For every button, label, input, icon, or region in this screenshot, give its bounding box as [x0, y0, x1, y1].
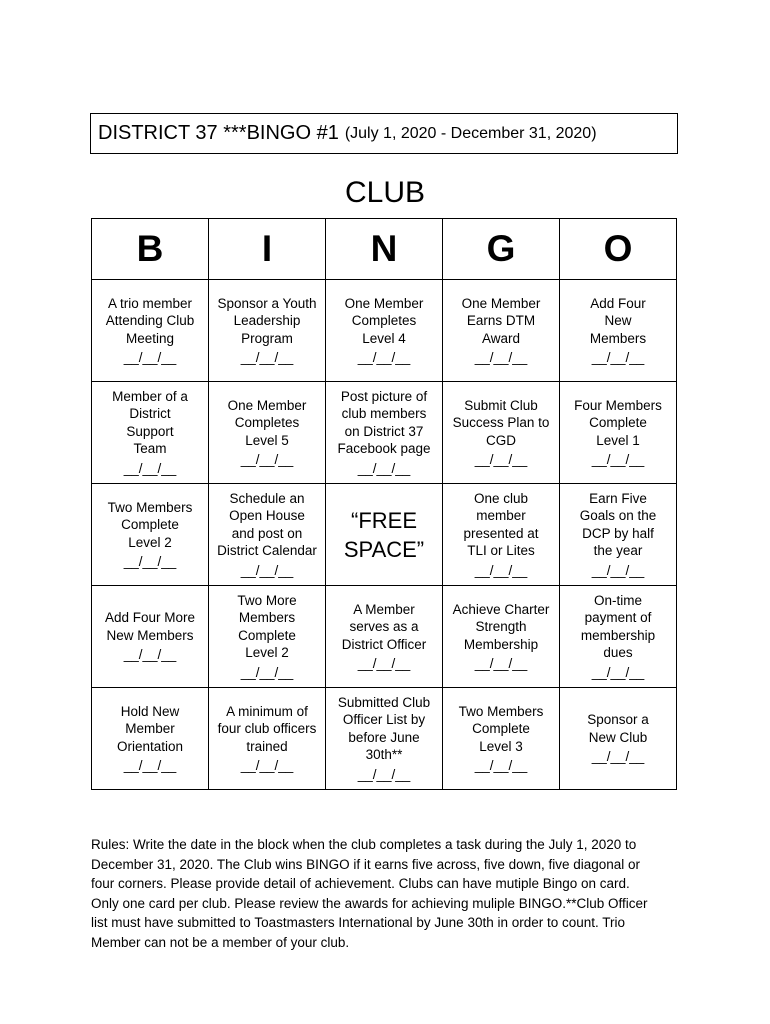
document-title-box — [90, 113, 678, 154]
bingo-cell-o2[interactable] — [560, 382, 677, 484]
task-description: Add Four More New Members — [104, 610, 196, 643]
bingo-cell-i5[interactable] — [209, 688, 326, 790]
bingo-cell-o1[interactable] — [560, 280, 677, 382]
bingo-cell-b2[interactable] — [92, 382, 209, 484]
bingo-cell-i1[interactable] — [209, 280, 326, 382]
task-description: A Member serves as a District Officer — [341, 601, 427, 652]
bingo-cell-i4[interactable] — [209, 586, 326, 688]
task-description: Hold New Member Orientation — [116, 703, 184, 754]
bingo-cell-o4[interactable] — [560, 586, 677, 688]
date-blank[interactable]: __/__/__ — [240, 758, 294, 773]
task-description: One Member Earns DTM Award — [461, 295, 541, 346]
bingo-cell-n1[interactable] — [326, 280, 443, 382]
date-blank[interactable]: __/__/__ — [474, 656, 528, 671]
document-date-range: (July 1, 2020 - December 31, 2020) — [344, 124, 597, 142]
task-description: On-time payment of membership dues — [580, 592, 656, 661]
bingo-cell-g3[interactable] — [443, 484, 560, 586]
bingo-cell-n5[interactable] — [326, 688, 443, 790]
bingo-cell-n4[interactable] — [326, 586, 443, 688]
bingo-cell-b5[interactable] — [92, 688, 209, 790]
bingo-cell-b3[interactable] — [92, 484, 209, 586]
date-blank[interactable]: __/__/__ — [357, 656, 411, 671]
bingo-cell-g5[interactable] — [443, 688, 560, 790]
date-blank[interactable]: __/__/__ — [357, 766, 411, 782]
bingo-cell-o3[interactable] — [560, 484, 677, 586]
date-blank[interactable]: __/__/__ — [474, 350, 528, 365]
bingo-cell-n2[interactable] — [326, 382, 443, 484]
bingo-cell-g2[interactable] — [443, 382, 560, 484]
task-description: Post picture of club members on District 37 Facebook page — [337, 388, 431, 457]
bingo-row — [92, 280, 677, 382]
task-description: Achieve Charter Strength Membership — [452, 601, 550, 652]
rules-line: Member can not be a member of your club. — [91, 934, 350, 950]
column-header-o: O — [560, 219, 677, 280]
task-description: Schedule an Open House and post on District Calendar — [217, 490, 317, 559]
bingo-cell-i2[interactable] — [209, 382, 326, 484]
date-blank[interactable]: __/__/__ — [591, 350, 645, 365]
bingo-row — [92, 688, 677, 790]
bingo-cell-b1[interactable] — [92, 280, 209, 382]
date-blank[interactable]: __/__/__ — [123, 554, 177, 569]
task-description: Two Members Complete Level 3 — [458, 703, 544, 754]
column-header-n: N — [326, 219, 443, 280]
task-description: Add Four New Members — [589, 295, 647, 346]
task-description: One club member presented at TLI or Lites — [463, 490, 539, 559]
bingo-card — [91, 218, 677, 790]
date-blank[interactable]: __/__/__ — [474, 452, 528, 467]
task-description: Four Members Complete Level 1 — [574, 397, 662, 448]
date-blank[interactable]: __/__/__ — [123, 647, 177, 663]
date-blank[interactable]: __/__/__ — [123, 460, 177, 476]
rules-line: December 31, 2020. The Club wins BINGO if it earns five across, five down, five diagonal or — [91, 856, 641, 872]
bingo-cell-g4[interactable] — [443, 586, 560, 688]
date-blank[interactable]: __/__/__ — [474, 562, 528, 578]
date-blank[interactable]: __/__/__ — [591, 749, 645, 765]
date-blank[interactable]: __/__/__ — [591, 562, 645, 578]
date-blank[interactable]: __/__/__ — [357, 460, 411, 476]
task-description: A trio member Attending Club Meeting — [105, 295, 195, 346]
task-description: Submit Club Success Plan to CGD — [452, 397, 550, 448]
column-header-g: G — [443, 219, 560, 280]
date-blank[interactable]: __/__/__ — [357, 350, 411, 365]
bingo-row — [92, 586, 677, 688]
column-header-b: B — [92, 219, 209, 280]
task-description: A minimum of four club officers trained — [217, 703, 317, 754]
task-description: Two Members Complete Level 2 — [107, 499, 193, 550]
date-blank[interactable]: __/__/__ — [240, 562, 294, 578]
date-blank[interactable]: __/__/__ — [240, 350, 294, 365]
task-description: Two More Members Complete Level 2 — [237, 592, 297, 661]
bingo-cell-i3[interactable] — [209, 484, 326, 586]
rules-line: Rules: Write the date in the block when the club completes a task during the July 1, 2020 to — [91, 837, 637, 852]
bingo-cell-b4[interactable] — [92, 586, 209, 688]
bingo-row — [92, 382, 677, 484]
bingo-cell-o5[interactable] — [560, 688, 677, 790]
task-description: Sponsor a Youth Leadership Program — [217, 295, 317, 346]
bingo-row — [92, 484, 677, 586]
rules-line: Only one card per club. Please review the awards for achieving muliple BINGO.**Club Officer — [91, 895, 648, 911]
date-blank[interactable]: __/__/__ — [123, 758, 177, 773]
task-description: One Member Completes Level 4 — [344, 295, 424, 346]
date-blank[interactable]: __/__/__ — [591, 452, 645, 467]
bingo-cell-g1[interactable] — [443, 280, 560, 382]
task-description: Submitted Club Officer List by before June 30th** — [337, 694, 431, 763]
date-blank[interactable]: __/__/__ — [240, 452, 294, 467]
rules-text — [91, 835, 691, 952]
date-blank[interactable]: __/__/__ — [240, 664, 294, 680]
task-description: One Member Completes Level 5 — [227, 397, 307, 448]
task-description: Earn Five Goals on the DCP by half the year — [579, 490, 657, 559]
task-description: Member of a District Support Team — [112, 388, 188, 457]
date-blank[interactable]: __/__/__ — [591, 664, 645, 680]
free-space-text: “FREE SPACE” — [343, 507, 425, 562]
date-blank[interactable]: __/__/__ — [474, 758, 528, 773]
rules-line: list must have submitted to Toastmasters International by June 30th in order to count. Trio — [91, 915, 626, 930]
bingo-header-row — [92, 219, 677, 280]
rules-line: four corners. Please provide detail of achievement. Clubs can have mutiple Bingo on card. — [91, 876, 630, 891]
bingo-cell-n3[interactable] — [326, 484, 443, 586]
bingo-grid — [92, 280, 677, 790]
document-title: DISTRICT 37 ***BINGO #1 — [98, 122, 339, 144]
date-blank[interactable]: __/__/__ — [123, 350, 177, 365]
club-heading: CLUB — [344, 176, 426, 209]
task-description: Sponsor a New Club — [587, 712, 649, 745]
column-header-i: I — [209, 219, 326, 280]
